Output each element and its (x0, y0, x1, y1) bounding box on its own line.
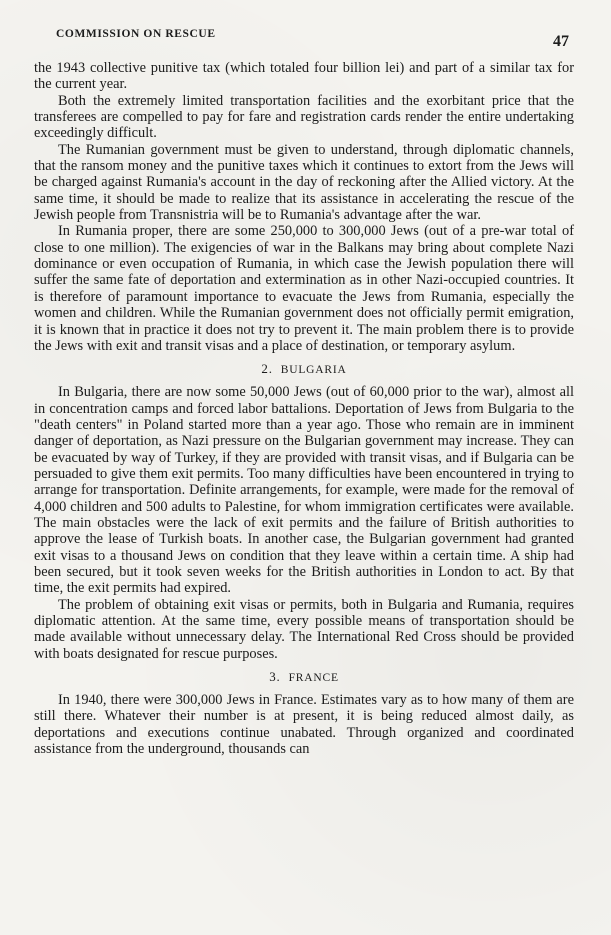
paragraph-continued: the 1943 collective punitive tax (which totaled four billion lei) and part of a similar tax for the current year. (34, 60, 574, 93)
body-text (34, 60, 574, 757)
page-number: 47 (553, 33, 569, 50)
section-heading-bulgaria (34, 361, 574, 378)
paragraph-rumanian-government: The Rumanian government must be given to understand, through diplomatic channels, that the ransom money and the punitive taxes which it continues to extort from the Jews will be charged against Rumania's account in the day of reckoning after the Allied victory. At the same time, it should be made to realize that its assistance in accelerating the rescue of the Jewish people from Transnistria will be to Rumania's advantage after the war. (34, 141, 574, 224)
paragraph-rumania-proper: In Rumania proper, there are some 250,000 to 300,000 Jews (out of a pre-war total of close to one million). The exigencies of war in the Balkans may bring about complete Nazi dominance or even occupation of Rumania, in which case the Jewish population there will suffer the same fate of deportation and extermination as in other Nazi-occupied countries. It is therefore of paramount importance to evacuate the Jews from Rumania, especially the women and children. While the Rumanian government does not officially permit emigration, it is known that in practice it does not try to prevent it. The main problem there is to provide the Jews with exit and transit visas and a place of destination, or temporary asylum. (34, 223, 574, 354)
running-head: COMMISSION ON RESCUE (56, 28, 216, 40)
paragraph-exit-visas: The problem of obtaining exit visas or permits, both in Bulgaria and Rumania, requires diplomatic attention. At the same time, every possible means of transportation should be made available without unnecessary delay. The International Red Cross should be provided with boats designated for rescue purposes. (34, 596, 574, 662)
section-title: FRANCE (288, 672, 339, 685)
section-number: 3. (269, 669, 281, 685)
paragraph-bulgaria: In Bulgaria, there are now some 50,000 Jews (out of 60,000 prior to the war), almost all in concentration camps and forced labor battalions. Deportation of Jews from Bulgaria to the "death centers" in Poland started more than a year ago. Those who remain are in imminent danger of deportation, as Nazi pressure on the Bulgarian government may increase. They can be evacuated by way of Turkey, if they are provided with transit visas, and if Bulgaria can be persuaded to give them exit permits. Too many difficulties have been encountered in trying to arrange for transportation. Definite arrangements, for example, were made for the removal of 4,000 children and 500 adults to Palestine, for whom immigration certificates were available. The main obstacles were the lack of exit permits and the failure of British authorities to approve the lease of Turkish boats. In another case, the Bulgarian government had granted exit visas to a thousand Jews on condition that they leave within a certain time. A ship had been secured, but it took seven weeks for the British authorities in London to act. By that time, the exit permits had expired. (34, 384, 574, 597)
section-heading-france (34, 669, 574, 686)
paragraph-france: In 1940, there were 300,000 Jews in France. Estimates vary as to how many of them are still there. Whatever their number is at present, it is being reduced almost daily, as deportations and executions continue unabated. Through organized and coordinated assistance from the underground, thousands can (34, 692, 574, 758)
section-number: 2. (261, 361, 273, 377)
section-title: BULGARIA (280, 364, 347, 377)
paragraph-transport: Both the extremely limited transportation facilities and the exorbitant price that the transferees are compelled to pay for fare and registration cards render the entire undertaking exceedingly difficult. (34, 92, 574, 142)
